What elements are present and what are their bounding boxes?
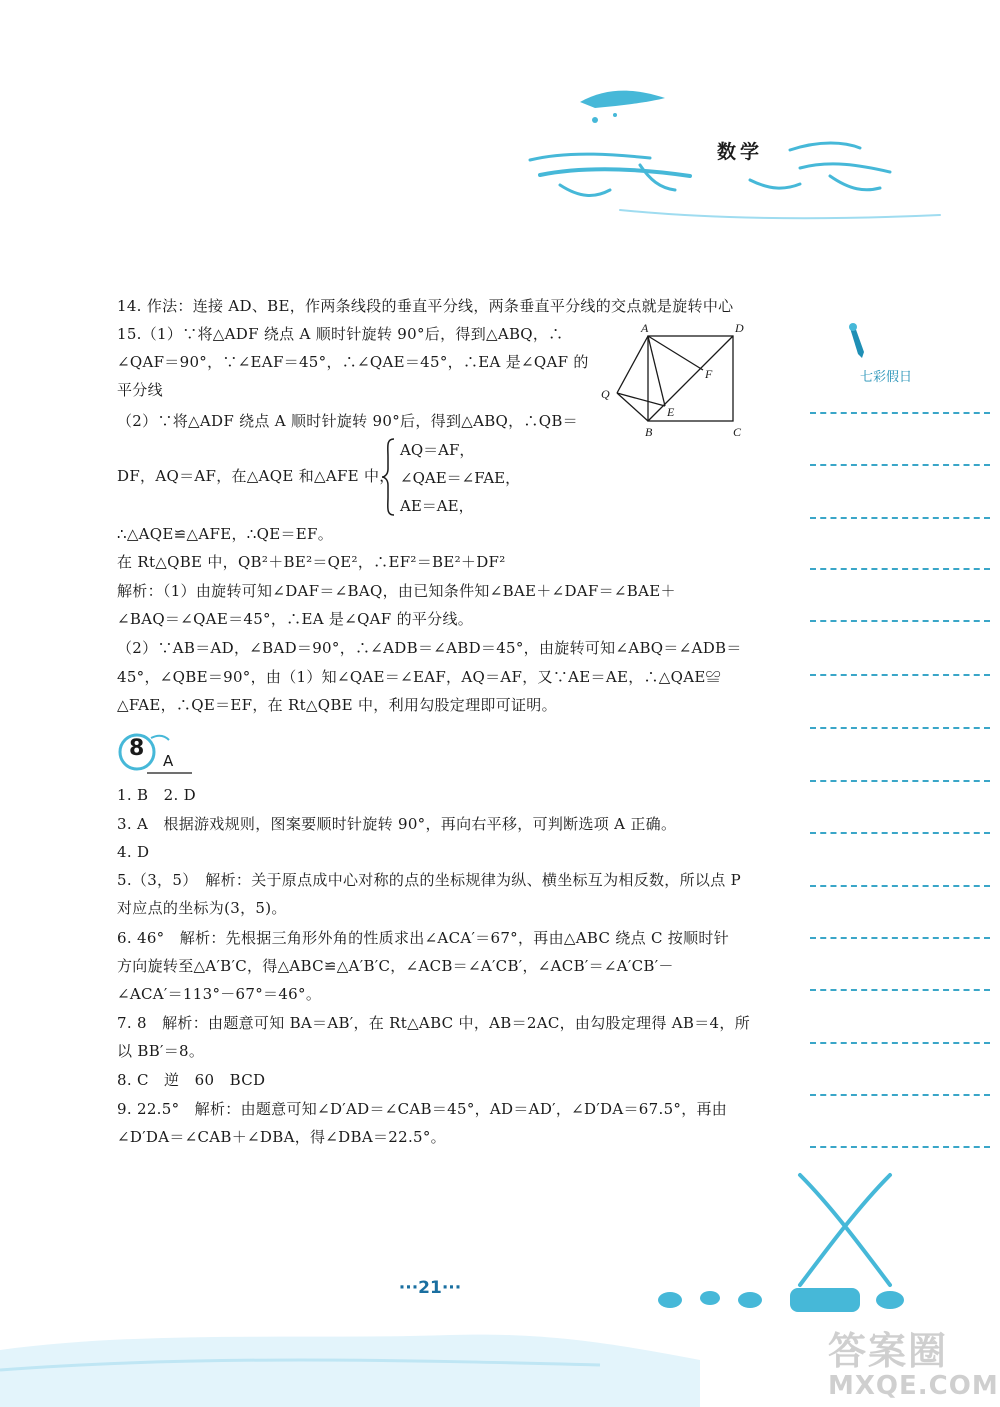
q15-line: ∴△AQE≌△AFE，∴QE＝EF。: [117, 525, 334, 543]
answer-line: 以 BB′＝8。: [117, 1042, 205, 1060]
answer-line: 5.（3，5） 解析：关于原点成中心对称的点的坐标规律为纵、横坐标互为相反数，所以点 P: [117, 871, 741, 889]
brace-row: ∠QAE＝∠FAE，: [400, 469, 521, 487]
answer-line: 7. 8 解析：由题意可知 BA＝AB′，在 Rt△ABC 中，AB＝2AC，由勾股定理得 AB＝4，所: [117, 1014, 750, 1032]
page-number: ···21···: [398, 1278, 462, 1298]
q15-line: 解析：（1）由旋转可知∠DAF＝∠BAQ，由已知条件知∠BAE＋∠DAF＝∠BAE＋: [117, 582, 676, 600]
brace-system: [380, 437, 521, 521]
answer-line: 6. 46° 解析：先根据三角形外角的性质求出∠ACA′＝67°，再由△ABC 绕点 C 按顺时针: [117, 929, 729, 947]
footer-ornament: [650, 1280, 920, 1320]
geometry-figure: [595, 318, 755, 443]
q15-line: △FAE，∴QE＝EF，在 Rt△QBE 中，利用勾股定理即可证明。: [117, 696, 557, 714]
brace-icon: [380, 437, 396, 517]
answer-line: ∠ACA′＝113°－67°＝46°。: [117, 985, 322, 1003]
section-letter: A: [163, 752, 174, 770]
q15-brace-lead: DF，AQ＝AF，在△AQE 和△AFE 中，: [117, 467, 395, 485]
q15-line: 在 Rt△QBE 中，QB²＋BE²＝QE²，∴EF²＝BE²＋DF²: [117, 553, 506, 571]
brand-label: 七彩假日: [860, 370, 913, 385]
label-B: B: [645, 425, 653, 439]
pencil-icon: [848, 322, 872, 362]
section-badge: [117, 730, 197, 776]
subject-title: 数学: [716, 141, 763, 163]
watermark-text: 答案圈: [828, 1329, 949, 1373]
q15-line: ∠QAF＝90°，∵∠EAF＝45°，∴∠QAE＝45°，∴EA 是∠QAF 的: [117, 353, 589, 371]
label-C: C: [733, 425, 742, 439]
watermark-url: MXQE.COM: [828, 1371, 999, 1401]
answer-line: 8. C 逆 60 BCD: [117, 1071, 266, 1089]
label-Q: Q: [601, 387, 610, 401]
answer-line: 方向旋转至△A′B′C，得△ABC≌△A′B′C，∠ACB＝∠A′CB′，∠ACB′＝∠A′CB′－: [117, 957, 674, 975]
label-F: F: [705, 367, 713, 381]
answer-line: 4. D: [117, 843, 150, 861]
answer-line: 9. 22.5° 解析：由题意可知∠D′AD＝∠CAB＝45°，AD＝AD′，∠D′DA＝67.5°，再由: [117, 1100, 728, 1118]
q15-line: （2）∵将△ADF 绕点 A 顺时针旋转 90°后，得到△ABQ，∴QB＝: [117, 412, 578, 430]
section-number: 8: [129, 736, 145, 761]
question-14: 14. 作法：连接 AD、BE，作两条线段的垂直平分线，两条垂直平分线的交点就是旋转中心: [117, 297, 734, 315]
q15-line: （2）∵AB＝AD，∠BAD＝90°，∴∠ADB＝∠ABD＝45°，由旋转可知∠ABQ＝∠ADB＝: [117, 639, 742, 657]
answer-line: 对应点的坐标为(3，5)。: [117, 899, 287, 917]
watermark: [828, 1320, 999, 1401]
brace-row: AQ＝AF，: [400, 441, 475, 459]
q15-line: 15.（1）∵将△ADF 绕点 A 顺时针旋转 90°后，得到△ABQ，∴: [117, 325, 564, 343]
answer-line: 1. B 2. D: [117, 786, 196, 804]
answer-line: ∠D′DA＝∠CAB＋∠DBA，得∠DBA＝22.5°。: [117, 1128, 446, 1146]
label-A: A: [641, 321, 649, 335]
q15-line: 45°，∠QBE＝90°，由（1）知∠QAE＝∠EAF，AQ＝AF，又∵AE＝AE，∴△QAE≌: [117, 668, 721, 686]
q15-line: 平分线: [117, 381, 163, 399]
q15-line: ∠BAQ＝∠QAE＝45°，∴EA 是∠QAF 的平分线。: [117, 610, 474, 628]
label-E: E: [667, 405, 675, 419]
label-D: D: [735, 321, 744, 335]
brace-row: AE＝AE，: [400, 497, 474, 515]
answer-line: 3. A 根据游戏规则，图案要顺时针旋转 90°，再向右平移，可判断选项 A 正确。: [117, 815, 677, 833]
